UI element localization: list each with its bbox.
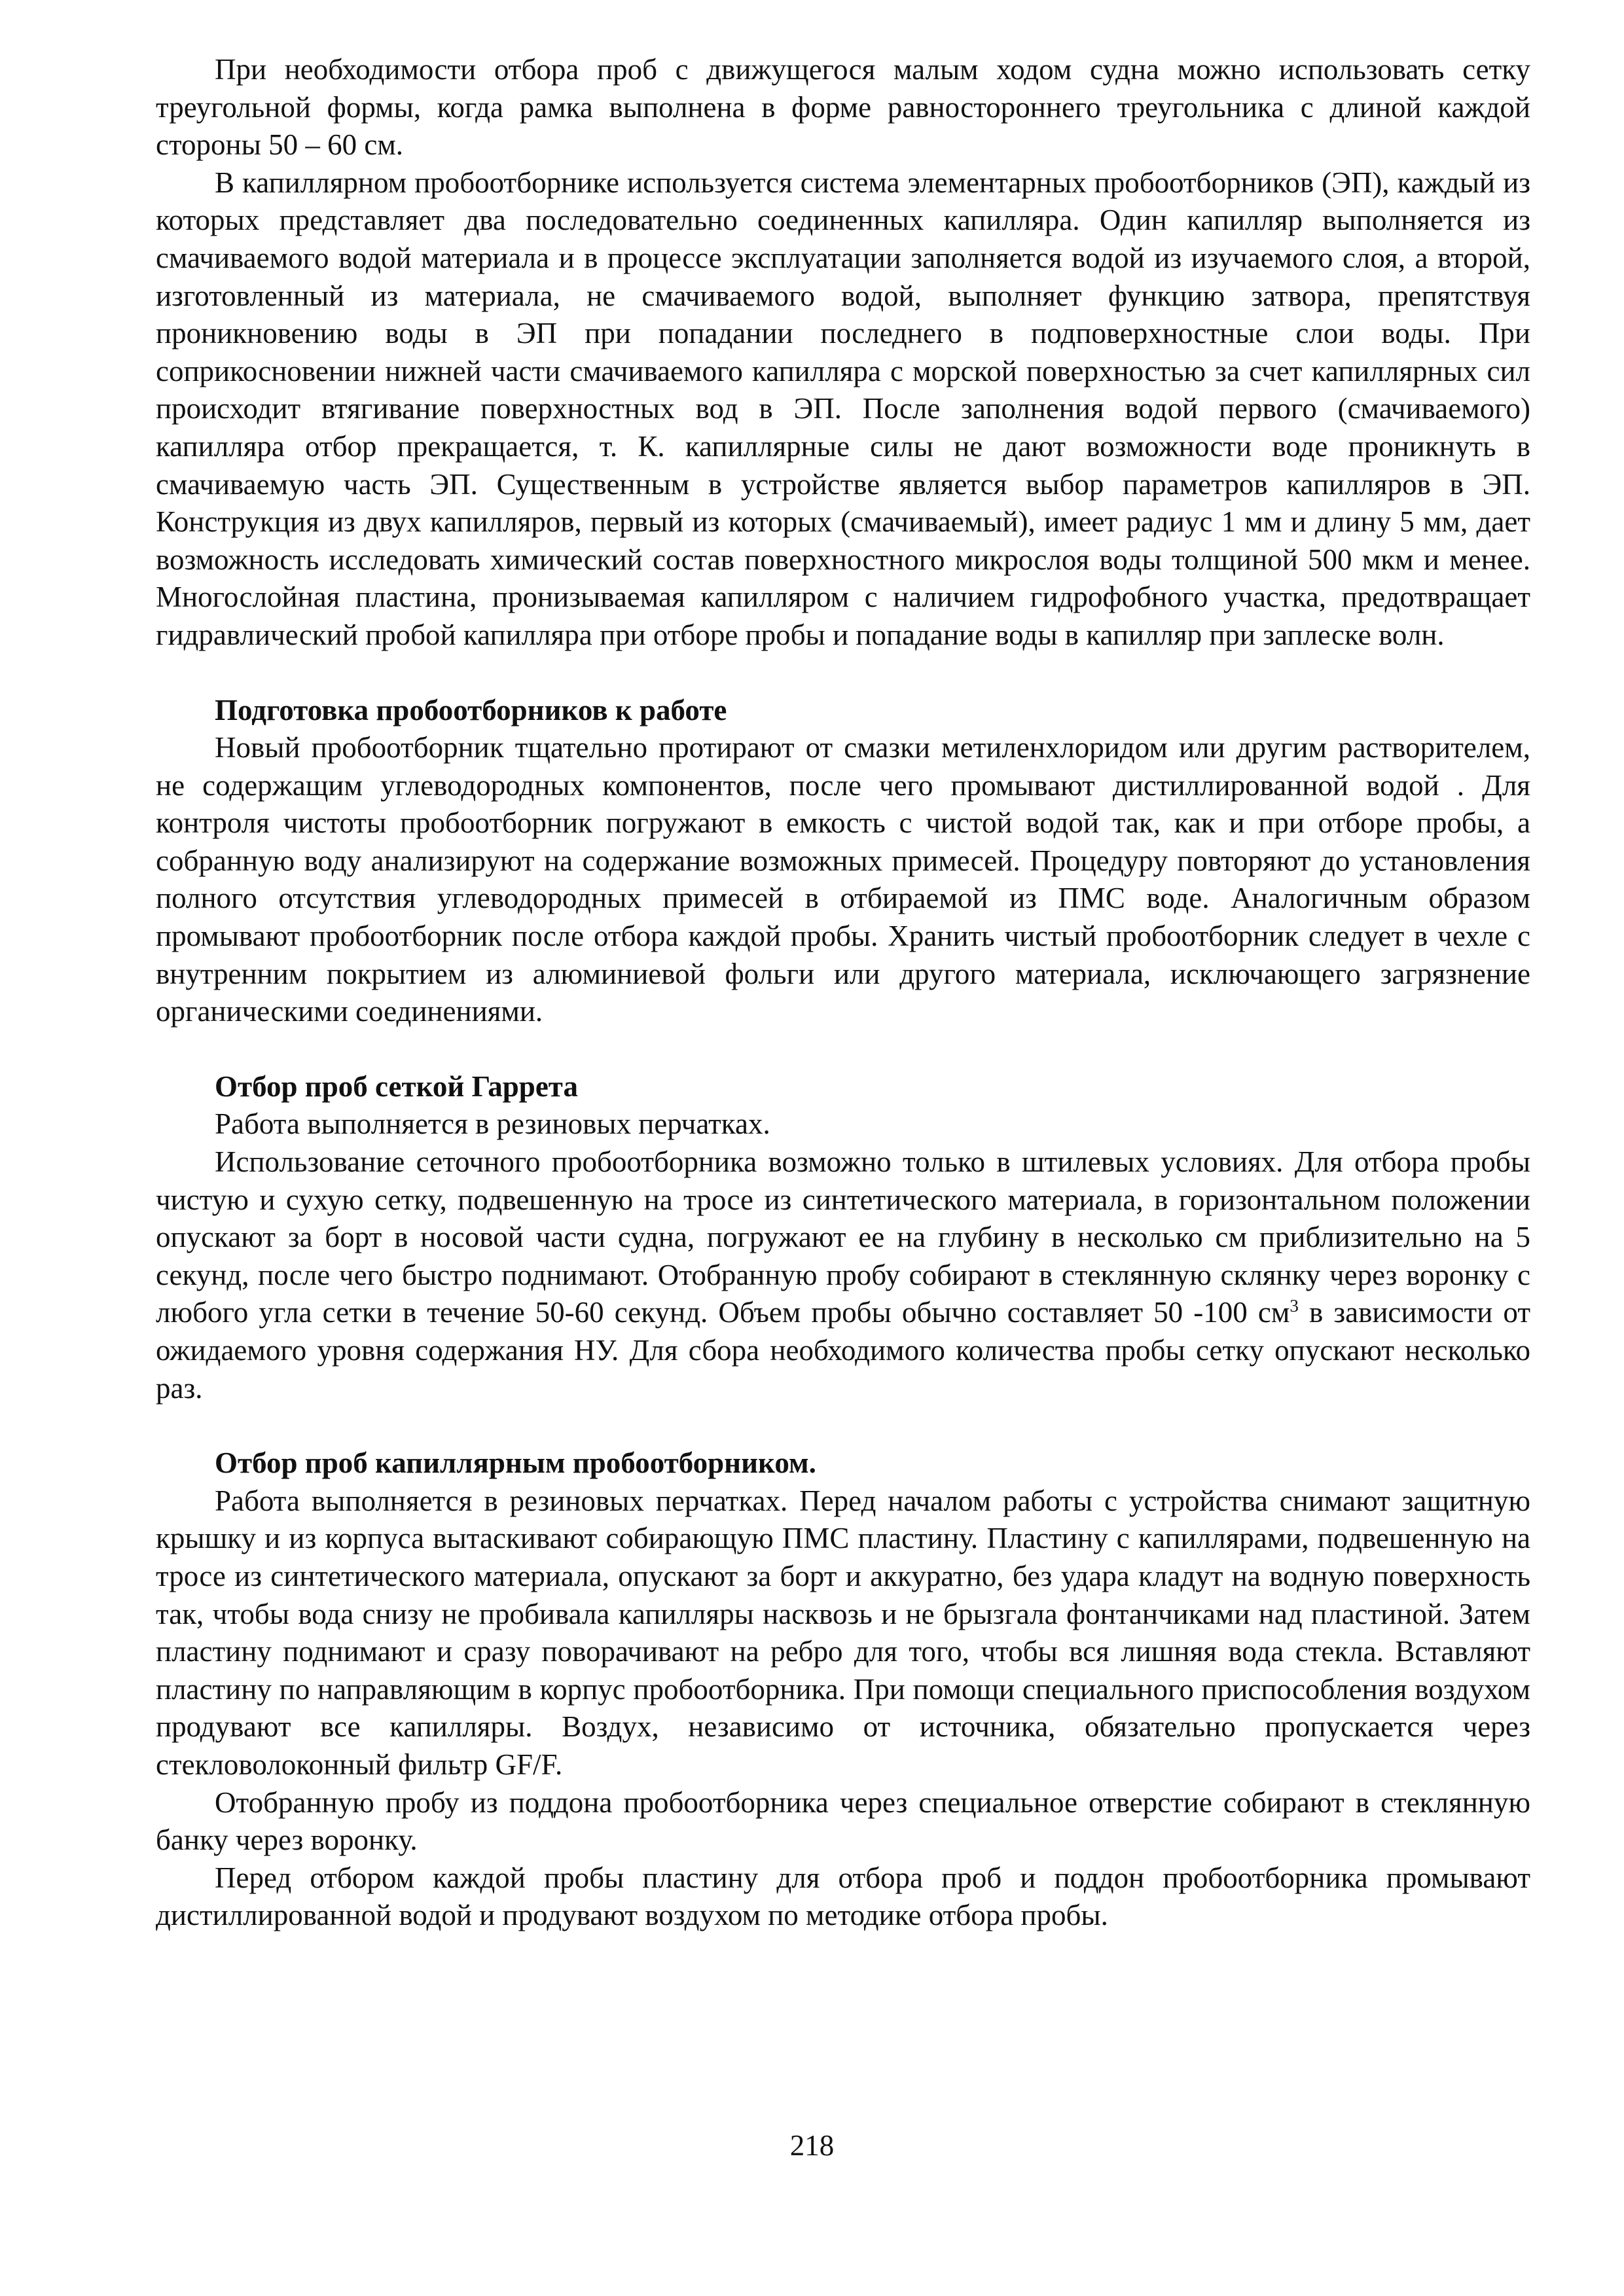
paragraph-capillary-sampler: В капиллярном пробоотборнике используется система элементарных пробоотборников (ЭП), каждый из которых представляет два последовательно соединенных капилляра. Один капилляр выполняется из смачиваемого водой материала и в процессе эксплуатации заполняется водой из изучаемого слоя, а второй, изготовленный из материала, не смачиваемого водой, выполняет функцию затвора, препятствуя проникновению воды в ЭП при попадании последнего в подповерхностные слои воды. При соприкосновении нижней части смачиваемого капилляра с морской поверхностью за счет капиллярных сил происходит втягивание поверхностных вод в ЭП. После заполнения водой первого (смачиваемого) капилляра отбор прекращается, т. К. капиллярные силы не дают возможности воде проникнуть в смачиваемую часть ЭП. Существенным в устройстве является выбор параметров капилляров в ЭП. Конструкция из двух капилляров, первый из которых (смачиваемый), имеет радиус 1 мм и длину 5 мм, дает возможность исследовать химический состав поверхностного микрослоя воды толщиной 500 мкм и менее. Многослойная пластина, пронизываемая капилляром с наличием гидрофобного участка, предотвращает гидравлический пробой капилляра при отборе пробы и попадание воды в капилляр при заплеске волн. (156, 166, 1530, 651)
paragraph-gloves: Работа выполняется в резиновых перчатках. (215, 1107, 770, 1141)
heading-capillary-sampling: Отбор проб капиллярным пробоотборником. (215, 1446, 816, 1480)
page-body (156, 51, 1530, 1935)
superscript-cubed: 3 (1290, 1296, 1299, 1316)
paragraph-net-procedure (156, 1143, 1530, 1407)
paragraph-capillary-procedure: Работа выполняется в резиновых перчатках. Перед началом работы с устройства снимают защитную крышку и из корпуса вытаскивают собирающую ПМС пластину. Пластину с капиллярами, подвешенную на тросе из синтетического материала, опускают за борт и аккуратно, без удара кладут на водную поверхность так, чтобы вода снизу не пробивала капилляры насквозь и не брызгала фонтанчиками над пластиной. Затем пластину поднимают и сразу поворачивают на ребро для того, чтобы вся лишняя вода стекла. Вставляют пластину по направляющим в корпус пробоотборника. При помощи специального приспособления воздухом продувают все капилляры. Воздух, независимо от источника, обязательно пропускается через стекловолоконный фильтр GF/F. (156, 1484, 1530, 1781)
net-procedure-text: Использование сеточного пробоотборника возможно только в штилевых условиях. Для отбора пробы чистую и сухую сетку, подвешенную на тросе из синтетического материала, в горизонтальном положении опускают за борт в носовой части судна, погружают ее на глубину в несколько см приблизительно на 5 секунд, после чего быстро поднимают. Отобранную пробу собирают в стеклянную склянку через воронку с любого угла сетки в течение 50-60 секунд. Объем пробы обычно составляет 50 -100 см (156, 1145, 1530, 1329)
paragraph-rinse: Перед отбором каждой пробы пластину для отбора проб и поддон пробоотборника промывают дистиллированной водой и продувают воздухом по методике отбора пробы. (156, 1861, 1530, 1932)
paragraph-preparation: Новый пробоотборник тщательно протирают от смазки метиленхлоридом или другим растворителем, не содержащим углеводородных компонентов, после чего промывают дистиллированной водой . Для контроля чистоты пробоотборник погружают в емкость с чистой водой так, как и при отборе пробы, а собранную воду анализируют на содержание возможных примесей. Процедуру повторяют до установления полного отсутствия углеводородных примесей в отбираемой из ПМС воде. Аналогичным образом промывают пробоотборник после отбора каждой пробы. Хранить чистый пробоотборник следует в чехле с внутренним покрытием из алюминиевой фольги или другого материала, исключающего загрязнение органическими соединениями. (156, 731, 1530, 1028)
page-number: 218 (789, 2129, 835, 2162)
paragraph-sampling-net-triangle: При необходимости отбора проб с движущегося малым ходом судна можно использовать сетку треугольной формы, когда рамка выполнена в форме равностороннего треугольника с длиной каждой стороны 50 – 60 см. (156, 53, 1530, 162)
paragraph-collect-sample: Отобранную пробу из поддона пробоотборника через специальное отверстие собирают в стеклянную банку через воронку. (156, 1785, 1530, 1857)
heading-preparation: Подготовка пробоотборников к работе (215, 693, 727, 726)
heading-garrett-net: Отбор проб сеткой Гаррета (215, 1069, 578, 1103)
net-procedure-text-end: в зависимости от ожидаемого уровня содержания НУ. Для сбора необходимого количества пробы сетку опускают несколько раз. (156, 1296, 1530, 1405)
